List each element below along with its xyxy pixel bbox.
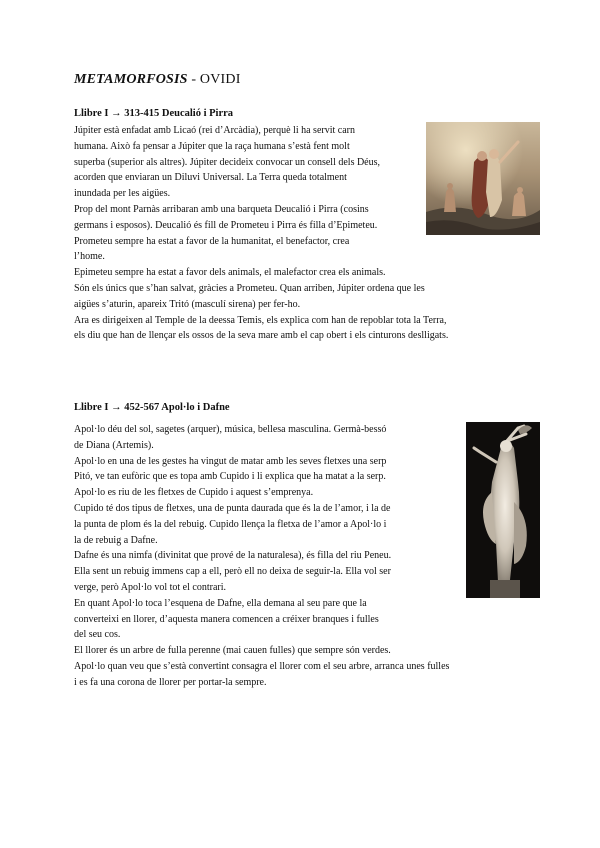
deucalion-pyrrha-painting-icon [426, 122, 540, 235]
section1-line: superba (superior als altres). Júpiter decideix convocar un consell dels Déus, [74, 156, 381, 168]
section1-line: aigües s’aturin, apareix Tritó (masculí sirena) per fer-ho. [74, 298, 301, 310]
section1-line: Prometeu sempre ha estat a favor de la humanitat, el benefactor, crea [74, 235, 350, 247]
section2-line: En quant Apol·lo toca l’esquena de Dafne, ella demana al seu pare que la [74, 597, 367, 609]
section2-line: Apol·lo es riu de les fletxes de Cupido i aquest s’emprenya. [74, 487, 314, 499]
section1-line: inundada per les aigües. [74, 188, 171, 200]
section2-body [74, 422, 449, 691]
section2-line: Cupido té dos tipus de fletxes, una de punta daurada que és la de l’amor, i la de [74, 502, 391, 514]
section2-line: del seu cos. [74, 629, 121, 641]
document-title [74, 72, 241, 88]
section2-line: verge, però Apol·lo vol tot el contrari. [74, 581, 226, 593]
section1-line: Són els únics que s’han salvat, gràcies a Prometeu. Quan arriben, Júpiter ordena que les [74, 282, 425, 294]
section1-line: acorden que enviaran un Diluvi Universal. La Terra queda totalment [74, 172, 347, 184]
apollo-daphne-sculpture-icon [466, 422, 540, 598]
section1-line: humana. Això fa pensar a Júpiter que la raça humana s’està fent molt [74, 140, 350, 152]
section1-line: germans i esposos). Deucalió és fill de Prometeu i Pirra és filla d’Epimeteu. [74, 219, 378, 231]
section1-line: Epimeteu sempre ha estat a favor dels animals, el malefactor crea els animals. [74, 267, 386, 279]
section1-body [74, 123, 448, 344]
section2-line: la punta de plom és la del rebuig. Cupido llença la fletxa de l’amor a Apol·lo i [74, 518, 387, 530]
section2-line: Ella sent un rebuig immens cap a ell, però ell no deixa de seguir-la. Ella vol ser [74, 566, 391, 578]
section2-line: Apol·lo en una de les gestes ha vingut de matar amb les seves fletxes una serp [74, 455, 387, 467]
section2-line: i es fa una corona de llorer per portar-la sempre. [74, 676, 267, 688]
title-rest: - OVIDI [187, 72, 241, 87]
section2-heading: Llibre I → 452-567 Apol·lo i Dafne [74, 402, 230, 413]
section1-line: Prop del mont Parnàs arribaran amb una barqueta Deucalió i Pirra (cosins [74, 203, 369, 215]
section2-line: la de rebuig a Dafne. [74, 534, 158, 546]
title-italic: METAMORFOSIS [74, 72, 188, 87]
section2-line: Apol·lo quan veu que s’està convertint consagra el llorer com el seu arbre, arranca unes fulles [74, 660, 450, 672]
section2-line: converteixi en llorer, d’aquesta manera comencen a créixer branques i fulles [74, 613, 379, 625]
section2-line: El llorer és un arbre de fulla perenne (mai cauen fulles) que sempre són verdes. [74, 645, 391, 657]
section2-line: de Diana (Artemis). [74, 439, 154, 451]
section1-line: l’home. [74, 251, 105, 263]
section2-line: Dafne és una nimfa (divinitat que prové de la naturalesa), és filla del riu Peneu. [74, 550, 392, 562]
section1-heading: Llibre I → 313-415 Deucalió i Pirra [74, 108, 234, 119]
section2-line: Apol·lo déu del sol, sagetes (arquer), música, bellesa masculina. Germà-bessó [74, 424, 387, 435]
section1-line: els diu que han de llençar els ossos de la seva mare amb el cap obert i els cinturons deslligats. [74, 330, 449, 342]
section1-line: Júpiter està enfadat amb Licaó (rei d’Arcàdia), perquè li ha servit carn [74, 125, 355, 136]
section1-line: Ara es dirigeixen al Temple de la deessa Temis, els explica com han de repoblar tota la Terra, [74, 314, 447, 326]
section2-line: Pitó, ve tan eufòric que es topa amb Cupido i li explica que ha matat a la serp. [74, 471, 386, 483]
